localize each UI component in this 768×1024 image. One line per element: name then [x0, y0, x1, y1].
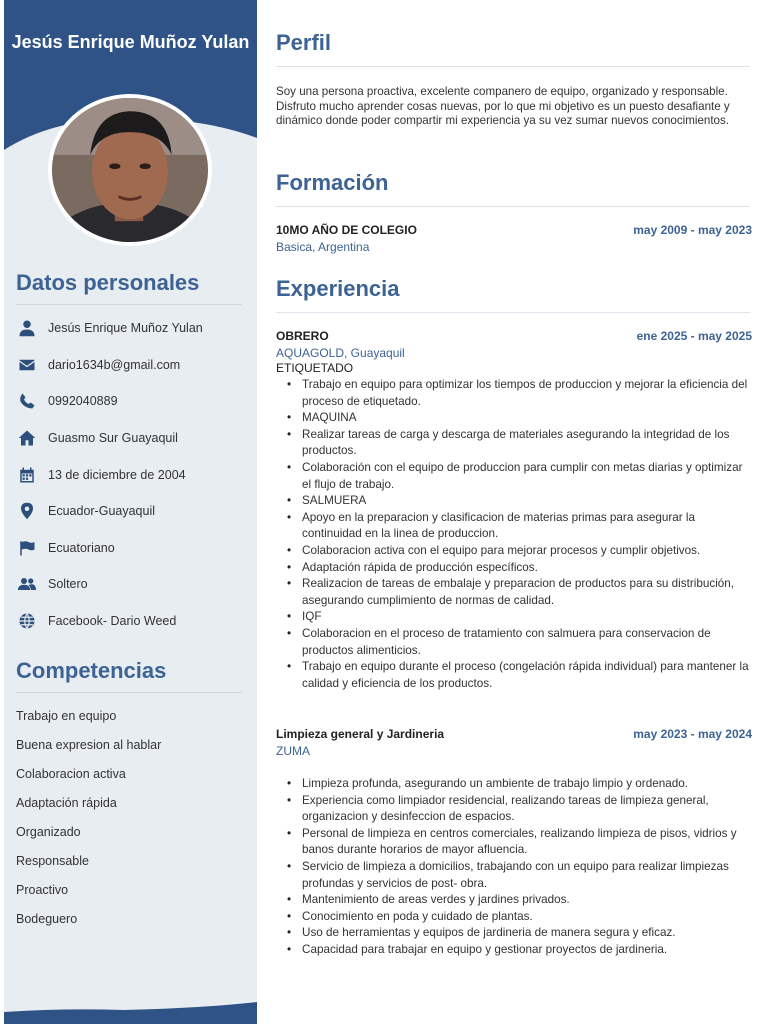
skill-item: Bodeguero: [16, 911, 78, 926]
globe-icon: [16, 612, 38, 630]
job-bullet: • Colaboracion activa con el equipo para mejorar procesos y cumplir objetivos.: [276, 543, 752, 560]
job-date: ene 2025 - may 2025: [636, 329, 752, 343]
skill-item: Proactivo: [16, 882, 69, 897]
candidate-name: Jesús Enrique Muñoz Yulan: [11, 32, 250, 52]
skill-item: Buena expresion al hablar: [16, 738, 162, 753]
job-bullet: • Personal de limpieza en centros comerciales, realizando limpieza de pisos, vidrios y banos durante horarios de mayor afluencia.: [276, 826, 752, 859]
job-company: ZUMA: [276, 744, 310, 758]
job-entry-zuma: [276, 727, 752, 959]
job-date: may 2023 - may 2024: [633, 727, 752, 741]
personal-item-address: Guasmo Sur Guayaquil: [16, 420, 250, 457]
job-bullet: • Mantenimiento de areas verdes y jardines privados.: [276, 892, 752, 909]
phone-icon: [16, 392, 38, 410]
users-icon: [16, 575, 38, 593]
job-bullet: • IQF: [276, 609, 752, 626]
education-entry: [276, 223, 752, 254]
skills-heading: Competencias: [16, 658, 242, 693]
sidebar-footer-wave: [4, 964, 257, 1024]
sidebar: [4, 0, 257, 1024]
personal-data-list: [16, 310, 250, 639]
job-bullet: • Colaboración con el equipo de produccion para cumplir con metas diarias y optimizar el flujo de trabajo.: [276, 460, 752, 493]
job-bullet: • Apoyo en la preparacion y clasificacion de materias primas para asegurar la continuidad en la linea de produccion.: [276, 510, 752, 543]
job-bullet: • Experiencia como limpiador residencial, realizando tareas de limpieza general, organizacion y desinfeccion de espacios.: [276, 793, 752, 826]
education-title: 10MO AÑO DE COLEGIO: [276, 223, 417, 237]
job-bullet: • Trabajo en equipo durante el proceso (congelación rápida individual) para mantener la calidad y eficiencia de los productos.: [276, 659, 752, 692]
job-bullet: • Uso de herramientas y equipos de jardineria de manera segura y eficaz.: [276, 925, 752, 942]
skill-item: Organizado: [16, 825, 81, 839]
job-title: Limpieza general y Jardineria: [276, 727, 445, 741]
job-entry-aquagold: [276, 329, 752, 692]
skills-list: [16, 702, 246, 933]
education-date: may 2009 - may 2023: [633, 223, 752, 237]
job-title: OBRERO: [276, 329, 329, 343]
personal-item-marital-status: Soltero: [16, 566, 250, 603]
map-pin-icon: [16, 502, 38, 520]
personal-item-location: Ecuador-Guayaquil: [16, 493, 250, 530]
personal-data-heading: Datos personales: [16, 270, 242, 305]
skill-item: Colaboracion activa: [16, 767, 126, 782]
profile-photo: [48, 94, 212, 246]
job-bullet: • Trabajo en equipo para optimizar los tiempos de produccion y mejorar la eficiencia del proceso de etiquetado.: [276, 377, 752, 410]
education-subtitle: Basica, Argentina: [276, 240, 370, 254]
personal-item-email: dario1634b@gmail.com: [16, 347, 250, 384]
personal-item-phone: 0992040889: [16, 383, 250, 420]
job-bullet: • Colaboracion en el proceso de tratamiento con salmuera para conservacion de productos alimenticios.: [276, 626, 752, 659]
home-icon: [16, 429, 38, 447]
skill-item: Adaptación rápida: [16, 796, 117, 811]
job-bullet: • Servicio de limpieza a domicilios, trabajando con un equipo para realizar limpiezas profundas y servicios de post- obra.: [276, 859, 752, 892]
job-bullet: • MAQUINA: [276, 410, 752, 427]
personal-item-nationality: Ecuatoriano: [16, 530, 250, 567]
personal-item-social: Facebook- Dario Weed: [16, 603, 250, 640]
profile-photo-image: [52, 98, 208, 242]
calendar-icon: [16, 466, 38, 484]
personal-item-birthdate: 13 de diciembre de 2004: [16, 456, 250, 493]
job-bullets: [276, 776, 752, 959]
job-bullets: [276, 377, 752, 692]
flag-icon: [16, 539, 38, 557]
envelope-icon: [16, 356, 38, 374]
profile-text: Soy una persona proactiva, excelente companero de equipo, organizado y responsable. Disfruto mucho aprender cosas nuevas, por lo que mi objetivo es un puesto desafiante y dinámico donde poder compartir mi experiencia ya su vez sumar nuevos conocimientos.: [276, 85, 730, 127]
job-bullet: • Realizar tareas de carga y descarga de materiales asegurando la integridad de los productos.: [276, 427, 752, 460]
job-bullet: • Capacidad para trabajar en equipo y gestionar proyectos de jardineria.: [276, 942, 752, 959]
job-bullet: • Conocimiento en poda y cuidado de plantas.: [276, 909, 752, 926]
education-heading: Formación: [276, 170, 750, 207]
job-bullet: • Realizacion de tareas de embalaje y preparacion de productos para su distribución, asegurando cumplimiento de normas de calidad.: [276, 576, 752, 609]
job-bullet: • SALMUERA: [276, 493, 752, 510]
job-role: ETIQUETADO: [276, 361, 354, 375]
skill-item: Responsable: [16, 853, 89, 868]
job-bullet: • Limpieza profunda, asegurando un ambiente de trabajo limpio y ordenado.: [276, 776, 752, 793]
skill-item: Trabajo en equipo: [16, 709, 117, 724]
personal-item-name: Jesús Enrique Muñoz Yulan: [16, 310, 250, 347]
job-bullet: • Adaptación rápida de producción específicos.: [276, 560, 752, 577]
job-company: AQUAGOLD, Guayaquil: [276, 346, 405, 360]
user-icon: [16, 319, 38, 337]
experience-heading: Experiencia: [276, 276, 750, 313]
profile-heading: Perfil: [276, 30, 750, 67]
